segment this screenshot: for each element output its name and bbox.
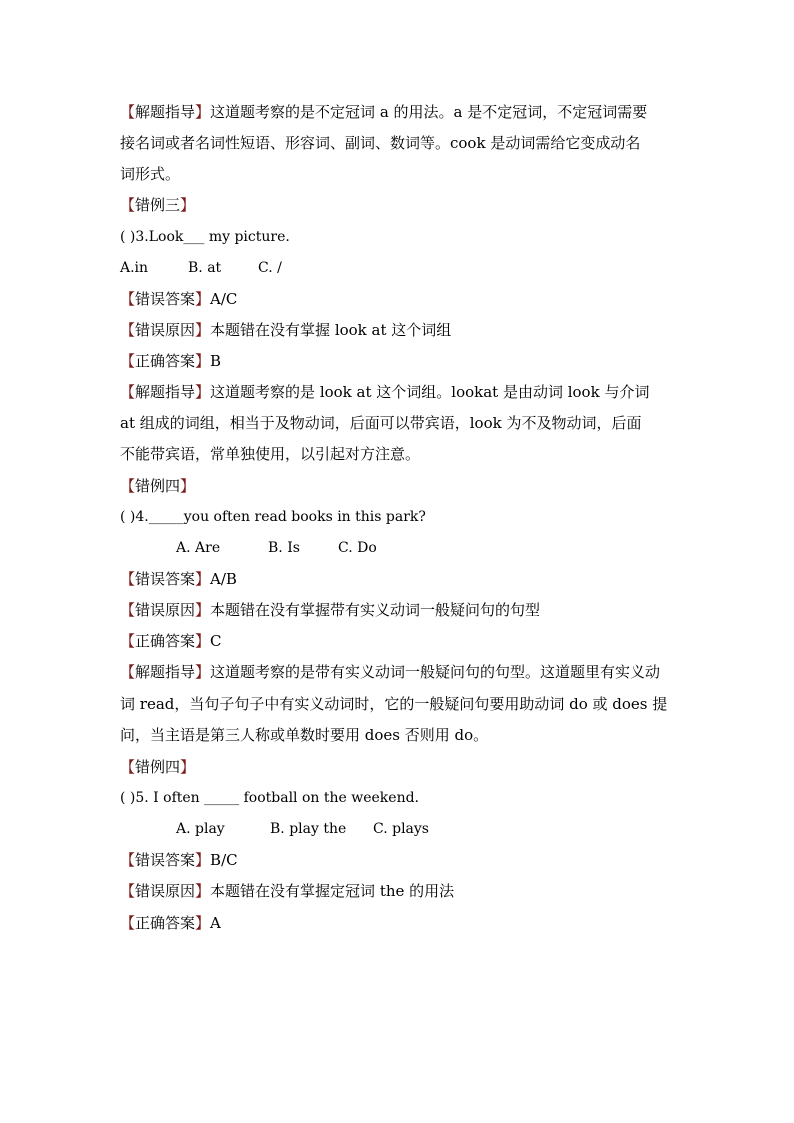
section-tag: 错例三: [135, 196, 181, 214]
option-a: A.in: [120, 260, 149, 276]
option-b: B. at: [188, 260, 222, 276]
section-tag: 错例四: [135, 477, 181, 495]
text-line: [120, 320, 676, 340]
bracket-open: 【: [120, 758, 136, 776]
section-tag: 正确答案: [135, 632, 196, 650]
option-c: C. plays: [373, 821, 429, 837]
section-tag: 错误答案: [135, 851, 196, 869]
bracket-open: 【: [120, 851, 136, 869]
line-text: 本题错在没有掌握带有实义动词一般疑问句的句型: [210, 601, 541, 619]
section-tag: 错误原因: [135, 321, 196, 339]
text-line: [120, 102, 676, 122]
bracket-close: 】: [195, 570, 211, 588]
bracket-open: 【: [120, 352, 136, 370]
section-tag: 错误原因: [135, 882, 196, 900]
options-line: [176, 819, 676, 839]
bracket-close: 】: [180, 758, 196, 776]
section-heading: [120, 195, 676, 215]
question-line: [120, 507, 676, 527]
bracket-close: 】: [195, 882, 211, 900]
section-tag: 解题指导: [135, 663, 196, 681]
text-line: [120, 662, 676, 682]
bracket-close: 】: [195, 663, 211, 681]
bracket-open: 【: [120, 290, 136, 308]
text-line: [120, 631, 676, 651]
section-tag: 解题指导: [135, 383, 196, 401]
line-text: 词形式。: [120, 165, 181, 183]
question-text: ( )5. I often _____ football on the weekend.: [120, 790, 420, 806]
section-tag: 错误答案: [135, 570, 196, 588]
line-text: 这道题考察的是带有实义动词一般疑问句的句型。这道题里有实义动: [210, 663, 661, 681]
line-text: 不能带宾语，常单独使用，以引起对方注意。: [120, 445, 421, 463]
bracket-close: 】: [195, 321, 211, 339]
bracket-close: 】: [180, 477, 196, 495]
text-line: [120, 289, 676, 309]
text-line: [120, 850, 676, 870]
text-line: [120, 351, 676, 371]
text-line: [120, 444, 676, 464]
bracket-open: 【: [120, 196, 136, 214]
line-text: at 组成的词组，相当于及物动词，后面可以带宾语，look 为不及物动词，后面: [120, 414, 642, 432]
options-line: [176, 538, 676, 558]
bracket-open: 【: [120, 321, 136, 339]
option-a: A. play: [176, 821, 225, 837]
bracket-close: 】: [195, 383, 211, 401]
text-line: [120, 725, 676, 745]
option-c: C. /: [258, 260, 282, 276]
option-b: B. Is: [268, 540, 300, 556]
line-text: C: [210, 632, 222, 650]
line-text: A/C: [210, 290, 238, 308]
text-line: [120, 133, 676, 153]
section-heading: [120, 476, 676, 496]
bracket-open: 【: [120, 570, 136, 588]
bracket-open: 【: [120, 477, 136, 495]
line-text: A: [210, 914, 221, 932]
section-tag: 错例四: [135, 758, 181, 776]
text-line: [120, 164, 676, 184]
question-line: [120, 788, 676, 808]
line-text: 这道题考察的是不定冠词 a 的用法。a 是不定冠词，不定冠词需要: [210, 103, 648, 121]
question-line: [120, 227, 676, 247]
line-text: 问，当主语是第三人称或单数时要用 does 否则用 do。: [120, 726, 489, 744]
text-line: [120, 413, 676, 433]
bracket-close: 】: [195, 103, 211, 121]
section-heading: [120, 757, 676, 777]
bracket-close: 】: [180, 196, 196, 214]
bracket-open: 【: [120, 601, 136, 619]
bracket-close: 】: [195, 632, 211, 650]
section-tag: 正确答案: [135, 914, 196, 932]
line-text: 接名词或者名词性短语、形容词、副词、数词等。cook 是动词需给它变成动名: [120, 134, 641, 152]
bracket-close: 】: [195, 851, 211, 869]
bracket-open: 【: [120, 632, 136, 650]
section-tag: 错误原因: [135, 601, 196, 619]
text-line: [120, 569, 676, 589]
text-line: [120, 881, 676, 901]
line-text: 这道题考察的是 look at 这个词组。lookat 是由动词 look 与介词: [210, 383, 650, 401]
text-line: [120, 913, 676, 933]
bracket-open: 【: [120, 882, 136, 900]
bracket-open: 【: [120, 383, 136, 401]
option-c: C. Do: [338, 540, 377, 556]
option-a: A. Are: [176, 540, 221, 556]
section-tag: 解题指导: [135, 103, 196, 121]
line-text: B: [210, 352, 222, 370]
line-text: 本题错在没有掌握定冠词 the 的用法: [210, 882, 455, 900]
bracket-close: 】: [195, 352, 211, 370]
line-text: 本题错在没有掌握 look at 这个词组: [210, 321, 452, 339]
section-tag: 正确答案: [135, 352, 196, 370]
text-line: [120, 382, 676, 402]
bracket-open: 【: [120, 663, 136, 681]
bracket-close: 】: [195, 601, 211, 619]
question-text: ( )4._____you often read books in this park?: [120, 509, 426, 525]
option-b: B. play the: [270, 821, 347, 837]
text-line: [120, 694, 676, 714]
line-text: B/C: [210, 851, 238, 869]
bracket-close: 】: [195, 914, 211, 932]
bracket-close: 】: [195, 290, 211, 308]
line-text: 词 read，当句子句子中有实义动词时，它的一般疑问句要用助动词 do 或 does 提: [120, 695, 668, 713]
section-tag: 错误答案: [135, 290, 196, 308]
text-line: [120, 600, 676, 620]
bracket-open: 【: [120, 103, 136, 121]
bracket-open: 【: [120, 914, 136, 932]
question-text: ( )3.Look___ my picture.: [120, 229, 290, 245]
line-text: A/B: [210, 570, 237, 588]
options-line: [120, 258, 676, 278]
